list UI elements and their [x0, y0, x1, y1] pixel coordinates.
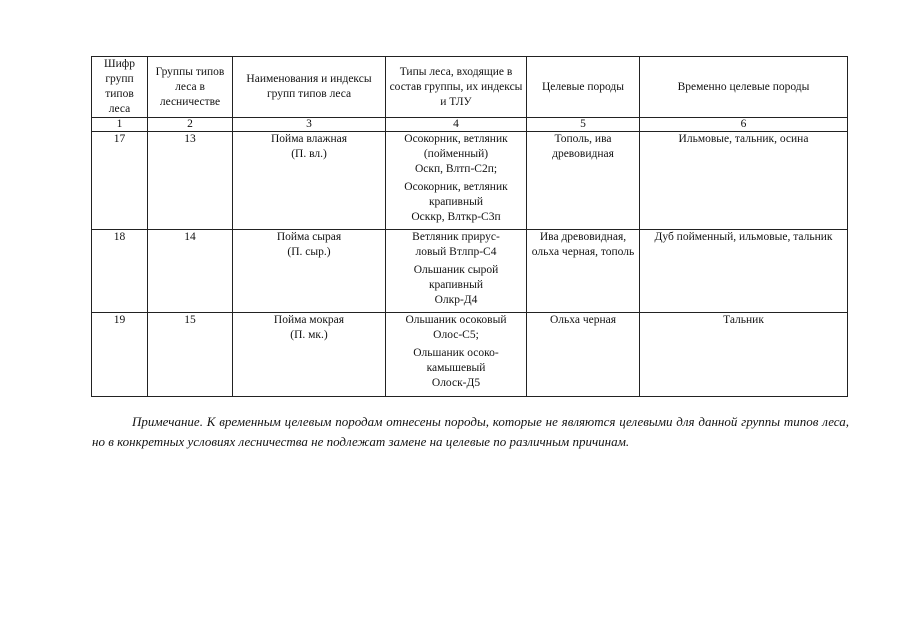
type-line: Осокорник, ветляник	[404, 133, 508, 145]
type-line: Ольшаник сырой	[413, 264, 499, 276]
row-temporary: Тальник	[640, 313, 848, 397]
type-line: Олкр-Д4	[434, 294, 478, 306]
row-types-cell	[386, 313, 527, 397]
type-line: (пойменный)	[423, 148, 489, 160]
row-code: 18	[92, 230, 148, 313]
type-line: Оскп, Влтп-С2п;	[414, 163, 498, 175]
row-code: 17	[92, 132, 148, 230]
row-types-cell	[386, 230, 527, 313]
type-line: камышевый	[426, 362, 486, 374]
type-line: ловый Втлпр-С4	[415, 246, 497, 258]
type-line: крапивный	[428, 279, 484, 291]
type-line: Осокорник, ветляник	[404, 181, 508, 193]
column-number: 2	[148, 118, 233, 132]
row-temporary: Ильмовые, тальник, осина	[640, 132, 848, 230]
footnote-label: Примечание.	[132, 414, 203, 429]
row-index: (П. сыр.)	[287, 246, 331, 258]
row-index: (П. вл.)	[291, 148, 327, 160]
header-temporary: Временно целевые породы	[640, 57, 848, 118]
row-name: Пойма сырая	[276, 231, 342, 243]
type-line: крапивный	[428, 196, 484, 208]
forest-types-table	[91, 56, 848, 397]
row-group: 13	[148, 132, 233, 230]
footnote-text: К временным целевым породам отнесены породы, которые не являются целевыми для данной группы типов леса, но в конкретных условиях лесничества не подлежат замене на целевые по различным причинам.	[92, 414, 849, 449]
header-group: Группы типов леса в лесничестве	[148, 57, 233, 118]
row-target: Ольха черная	[527, 313, 640, 397]
header-code: Шифр групп типов леса	[92, 57, 148, 118]
header-types: Типы леса, входящие в состав группы, их индексы и ТЛУ	[386, 57, 527, 118]
header-name: Наименования и индексы групп типов леса	[233, 57, 386, 118]
column-number: 5	[527, 118, 640, 132]
table-row	[92, 132, 848, 230]
type-line: Ольшаник осоко-	[413, 347, 499, 359]
row-name-cell	[233, 230, 386, 313]
footnote	[92, 412, 849, 452]
type-line: Олоск-Д5	[431, 377, 481, 389]
row-name-cell	[233, 313, 386, 397]
column-number-row	[92, 118, 848, 132]
column-number: 4	[386, 118, 527, 132]
row-types-cell	[386, 132, 527, 230]
row-group: 15	[148, 313, 233, 397]
type-line: Олос-С5;	[433, 329, 479, 341]
type-line: Осккр, Влткр-С3п	[411, 211, 501, 223]
row-target: Ива древовидная, ольха черная, тополь	[527, 230, 640, 313]
row-code: 19	[92, 313, 148, 397]
header-target: Целевые породы	[527, 57, 640, 118]
row-target: Тополь, ива древовидная	[527, 132, 640, 230]
table-header-row	[92, 57, 848, 118]
type-line: Ветляник прирус-	[412, 231, 500, 243]
row-name: Пойма влажная	[270, 133, 347, 145]
table-row	[92, 313, 848, 397]
column-number: 3	[233, 118, 386, 132]
row-temporary: Дуб пойменный, ильмовые, тальник	[640, 230, 848, 313]
row-index: (П. мк.)	[290, 329, 328, 341]
row-name: Пойма мокрая	[273, 314, 345, 326]
column-number: 6	[640, 118, 848, 132]
table-row	[92, 230, 848, 313]
type-line: Ольшаник осоковый	[405, 314, 507, 326]
column-number: 1	[92, 118, 148, 132]
row-group: 14	[148, 230, 233, 313]
row-name-cell	[233, 132, 386, 230]
